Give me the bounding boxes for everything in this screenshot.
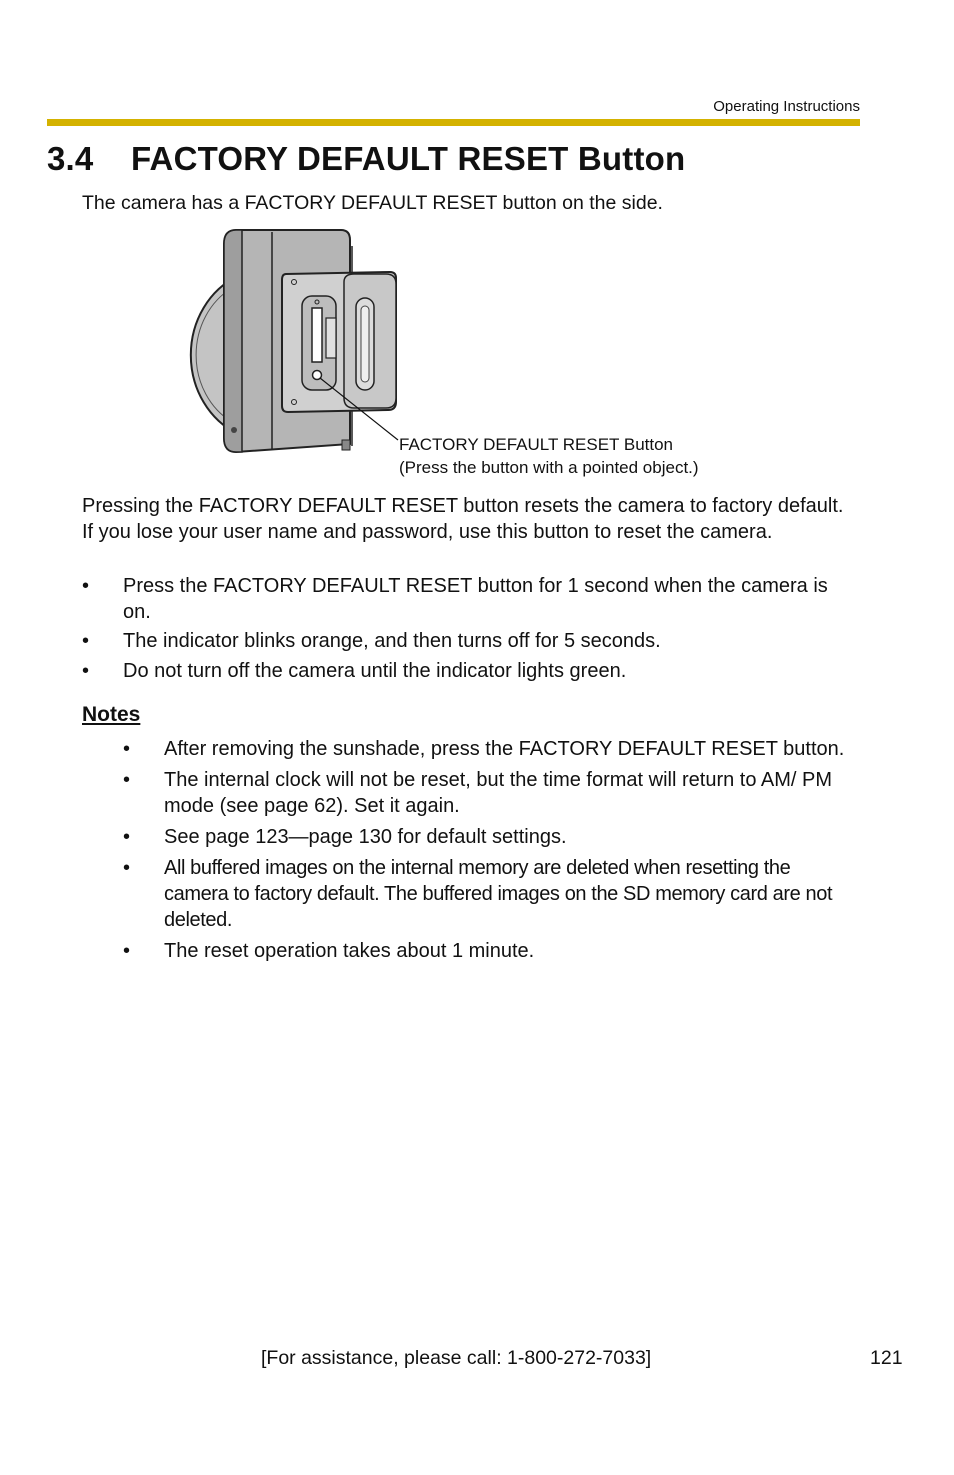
note-item-text: The internal clock will not be reset, but the time format will return to AM/ PM mode (see page 62). Set it again.: [164, 769, 833, 817]
callout-line-1: FACTORY DEFAULT RESET Button: [399, 435, 674, 454]
bullet-marker: •: [123, 769, 131, 791]
header-rule: [47, 119, 860, 126]
note-item: [123, 824, 859, 850]
note-item: [123, 736, 859, 762]
section-title-text: FACTORY DEFAULT RESET Button: [131, 140, 686, 177]
list-item-text: Press the FACTORY DEFAULT RESET button for 1 second when the camera is on.: [123, 575, 828, 623]
bullet-marker: •: [123, 738, 131, 760]
list-item-text: The indicator blinks orange, and then turns off for 5 seconds.: [123, 630, 661, 652]
bullet-marker: •: [123, 940, 131, 962]
footer-assistance: [For assistance, please call: 1-800-272-7033]: [261, 1347, 652, 1369]
bullet-marker: •: [82, 659, 90, 682]
bullet-marker: •: [82, 575, 90, 597]
note-item: [123, 855, 859, 933]
list-item: [82, 574, 858, 625]
note-item-text: All buffered images on the internal memory are deleted when resetting the camera to factory default. The buffered images on the SD memory card are not deleted.: [164, 857, 833, 931]
bullet-marker: •: [123, 857, 130, 879]
note-item-text: The reset operation takes about 1 minute.: [164, 940, 535, 962]
list-item: [82, 659, 858, 685]
instruction-list: [82, 574, 858, 688]
bullet-marker: •: [82, 630, 90, 652]
callout-line-2: (Press the button with a pointed object.): [399, 458, 699, 477]
note-item-text: See page 123—page 130 for default settings.: [164, 826, 567, 848]
section-number: 3.4: [47, 140, 94, 177]
reset-button-callout: [399, 433, 699, 479]
list-item: [82, 629, 858, 655]
section-title: [47, 140, 685, 178]
note-item: [123, 767, 859, 819]
list-item-text: Do not turn off the camera until the indicator lights green.: [123, 659, 627, 682]
note-item: [123, 938, 859, 964]
running-header: Operating Instructions: [713, 98, 860, 115]
intro-paragraph: The camera has a FACTORY DEFAULT RESET button on the side.: [82, 192, 663, 214]
note-item-text: After removing the sunshade, press the FACTORY DEFAULT RESET button.: [164, 738, 845, 760]
bullet-marker: •: [123, 826, 131, 848]
camera-side-figure: [176, 226, 756, 488]
notes-heading: Notes: [82, 703, 141, 726]
notes-list: [123, 736, 859, 969]
page-number: 121: [870, 1347, 903, 1369]
body-paragraph: Pressing the FACTORY DEFAULT RESET button resets the camera to factory default. If you lose your user name and password, use this button to reset the camera.: [82, 495, 844, 543]
